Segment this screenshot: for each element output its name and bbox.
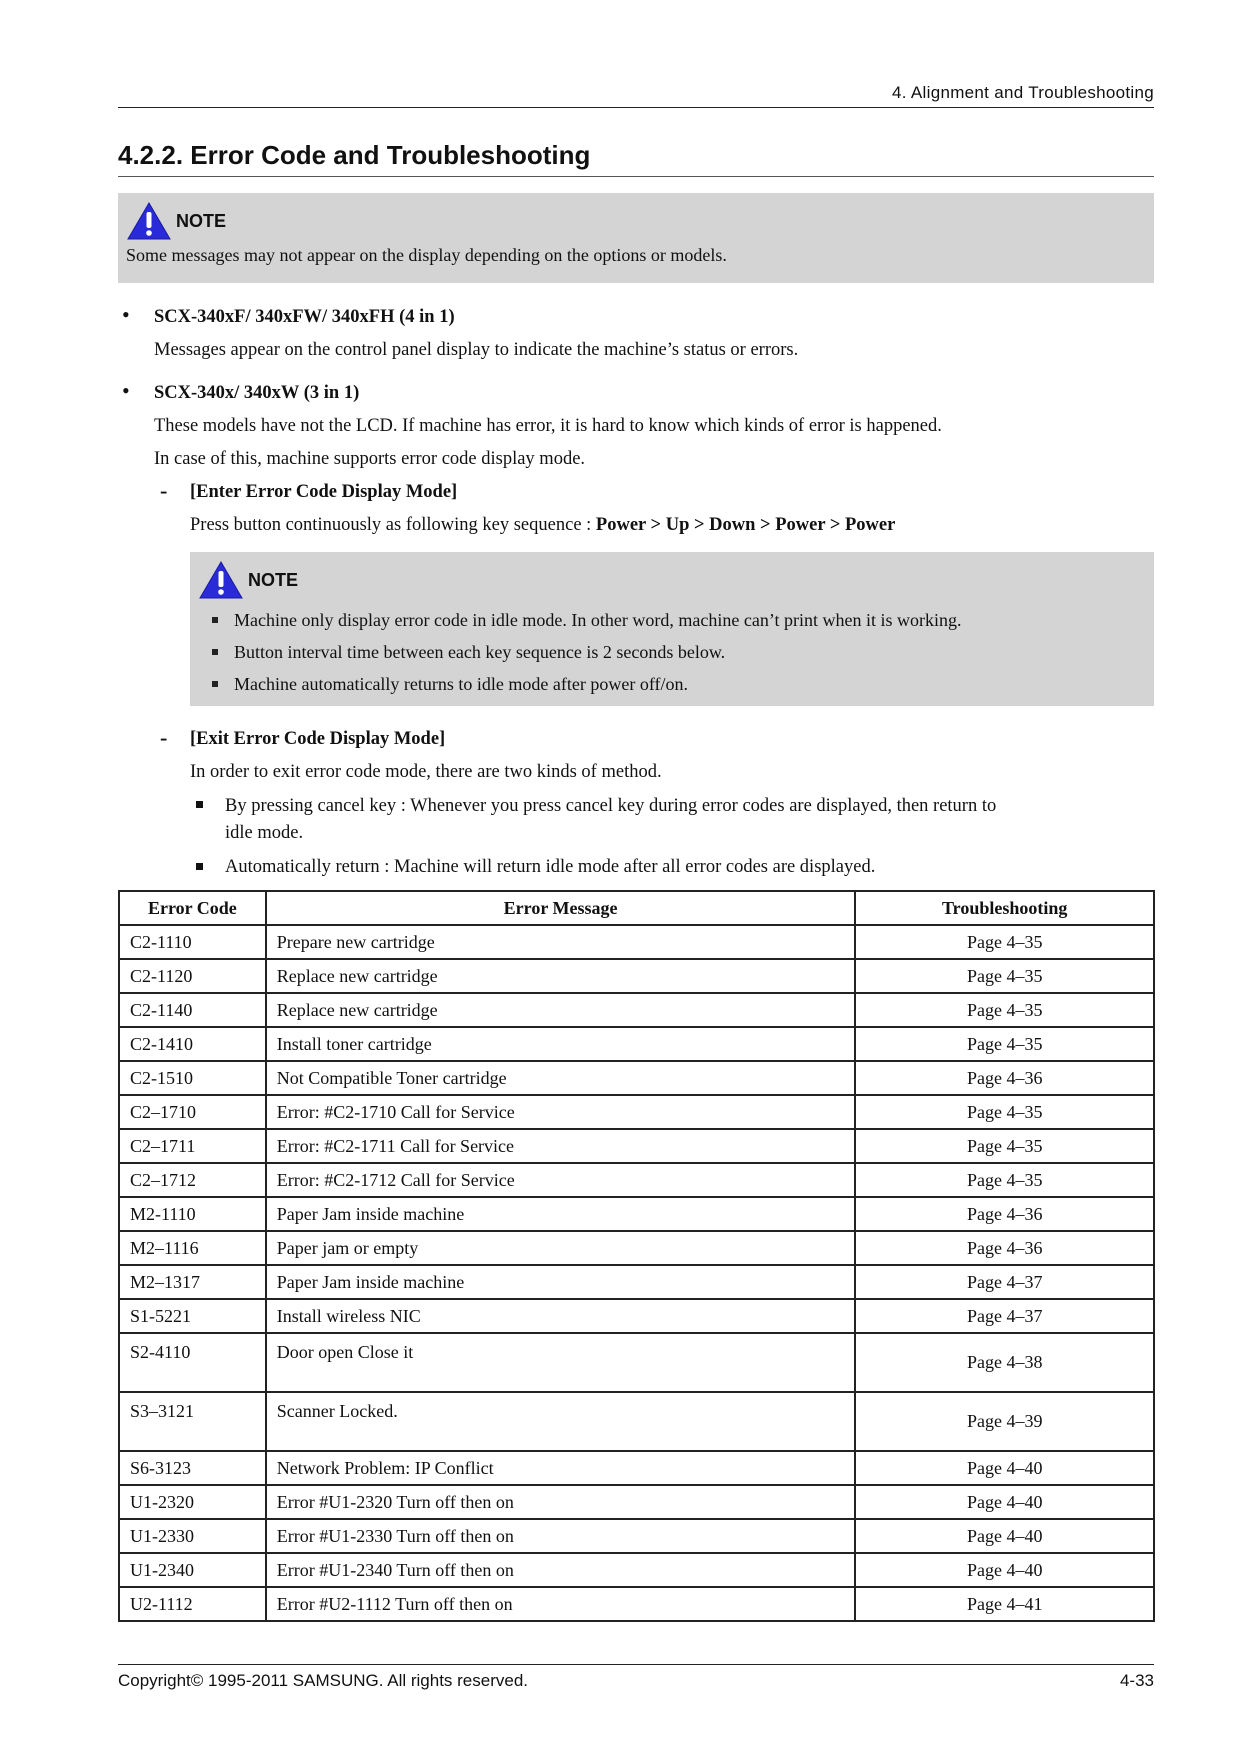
table-header-row: [119, 891, 1154, 925]
enter-mode-instruction: Press button continuously as following key sequence :: [190, 515, 592, 535]
troubleshooting-cell: Page 4–35: [855, 1163, 1154, 1197]
troubleshooting-cell: Page 4–35: [855, 1027, 1154, 1061]
error-code-cell: C2–1712: [119, 1163, 266, 1197]
exit-method-1-line2: idle mode.: [225, 823, 304, 843]
note-text: Some messages may not appear on the display depending on the options or models.: [126, 245, 727, 265]
table-row: [119, 1129, 1154, 1163]
error-code-cell: U2-1112: [119, 1587, 266, 1621]
chapter-title: 4. Alignment and Troubleshooting: [892, 83, 1154, 102]
section-title: 4.2.2. Error Code and Troubleshooting: [118, 140, 1154, 177]
model-3in1-line2: In case of this, machine supports error code display mode.: [154, 449, 586, 469]
error-code-cell: S6-3123: [119, 1451, 266, 1485]
table-row: [119, 925, 1154, 959]
table-row: [119, 1095, 1154, 1129]
table-row: [119, 1451, 1154, 1485]
troubleshooting-cell: Page 4–36: [855, 1197, 1154, 1231]
troubleshooting-cell: Page 4–37: [855, 1299, 1154, 1333]
troubleshooting-cell: Page 4–36: [855, 1061, 1154, 1095]
error-message-cell: Replace new cartridge: [266, 959, 856, 993]
error-code-cell: M2–1116: [119, 1231, 266, 1265]
error-message-cell: Error #U1-2330 Turn off then on: [266, 1519, 856, 1553]
error-message-cell: Paper Jam inside machine: [266, 1265, 856, 1299]
error-code-cell: M2-1110: [119, 1197, 266, 1231]
table-row: [119, 1061, 1154, 1095]
troubleshooting-cell: Page 4–40: [855, 1519, 1154, 1553]
troubleshooting-cell: Page 4–35: [855, 959, 1154, 993]
exit-method-2: Automatically return : Machine will return idle mode after all error codes are displayed.: [225, 857, 876, 877]
error-message-cell: Network Problem: IP Conflict: [266, 1451, 856, 1485]
square-bullet-icon: [212, 681, 218, 687]
error-message-cell: Install toner cartridge: [266, 1027, 856, 1061]
error-code-cell: U1-2320: [119, 1485, 266, 1519]
troubleshooting-cell: Page 4–40: [855, 1485, 1154, 1519]
error-message-cell: Error: #C2-1711 Call for Service: [266, 1129, 856, 1163]
exit-method-1-line1: By pressing cancel key : Whenever you press cancel key during error codes are displayed, then return to: [225, 796, 997, 816]
error-message-cell: Not Compatible Toner cartridge: [266, 1061, 856, 1095]
warning-icon: [198, 560, 244, 600]
copyright-text: Copyright© 1995-2011 SAMSUNG. All rights reserved.: [118, 1671, 529, 1690]
square-bullet-icon: [212, 617, 218, 623]
enter-mode-title: [Enter Error Code Display Mode]: [190, 482, 458, 502]
error-code-cell: C2-1110: [119, 925, 266, 959]
error-message-cell: Install wireless NIC: [266, 1299, 856, 1333]
error-message-cell: Error: #C2-1712 Call for Service: [266, 1163, 856, 1197]
troubleshooting-cell: Page 4–37: [855, 1265, 1154, 1299]
troubleshooting-cell: Page 4–35: [855, 993, 1154, 1027]
list-item: Button interval time between each key sequence is 2 seconds below.: [198, 636, 1146, 668]
error-code-cell: C2-1140: [119, 993, 266, 1027]
list-item: Machine only display error code in idle mode. In other word, machine can’t print when it is working.: [198, 604, 1146, 636]
table-row: [119, 1519, 1154, 1553]
error-code-cell: S3–3121: [119, 1392, 266, 1451]
error-code-cell: U1-2340: [119, 1553, 266, 1587]
error-code-cell: S2-4110: [119, 1333, 266, 1392]
troubleshooting-cell: Page 4–40: [855, 1553, 1154, 1587]
error-message-cell: Error #U2-1112 Turn off then on: [266, 1587, 856, 1621]
list-item: Machine automatically returns to idle mode after power off/on.: [198, 668, 1146, 700]
table-row: [119, 1333, 1154, 1392]
error-code-table: [118, 890, 1155, 1622]
error-message-cell: Door open Close it: [266, 1333, 856, 1392]
model-3in1-line1: These models have not the LCD. If machine has error, it is hard to know which kinds of error is happened.: [154, 416, 942, 436]
square-bullet-icon: [212, 649, 218, 655]
error-message-cell: Prepare new cartridge: [266, 925, 856, 959]
troubleshooting-cell: Page 4–35: [855, 1095, 1154, 1129]
note-header: [198, 560, 1146, 600]
key-sequence: Power > Up > Down > Power > Power: [595, 515, 896, 535]
square-bullet-icon: [196, 801, 203, 808]
troubleshooting-cell: Page 4–40: [855, 1451, 1154, 1485]
error-code-cell: C2–1711: [119, 1129, 266, 1163]
table-row: [119, 1197, 1154, 1231]
note-header: [126, 201, 1146, 241]
error-message-cell: Error #U1-2340 Turn off then on: [266, 1553, 856, 1587]
error-code-cell: C2-1510: [119, 1061, 266, 1095]
error-code-cell: U1-2330: [119, 1519, 266, 1553]
warning-icon: [126, 201, 172, 241]
table-row: [119, 1231, 1154, 1265]
column-header-troubleshooting: Troubleshooting: [855, 891, 1154, 925]
dash-icon: -: [160, 725, 168, 750]
error-message-cell: Scanner Locked.: [266, 1392, 856, 1451]
dash-icon: -: [160, 478, 168, 503]
exit-mode-title: [Exit Error Code Display Mode]: [190, 729, 446, 749]
error-message-cell: Error: #C2-1710 Call for Service: [266, 1095, 856, 1129]
bullet-icon: •: [122, 378, 130, 403]
error-message-cell: Error #U1-2320 Turn off then on: [266, 1485, 856, 1519]
table-row: [119, 1485, 1154, 1519]
error-message-cell: Replace new cartridge: [266, 993, 856, 1027]
error-code-cell: C2-1120: [119, 959, 266, 993]
page-header: [118, 83, 1154, 108]
column-header-error-code: Error Code: [119, 891, 266, 925]
enter-mode-text: [190, 515, 895, 536]
note-box: [118, 193, 1154, 283]
model-4in1-text: Messages appear on the control panel display to indicate the machine’s status or errors.: [154, 340, 799, 360]
page-footer: [118, 1664, 1154, 1691]
troubleshooting-cell: Page 4–36: [855, 1231, 1154, 1265]
error-code-cell: C2–1710: [119, 1095, 266, 1129]
table-row: [119, 993, 1154, 1027]
model-3in1-title: SCX-340x/ 340xW (3 in 1): [154, 383, 360, 403]
table-row: [119, 1392, 1154, 1451]
table-row: [119, 1587, 1154, 1621]
note-title: NOTE: [176, 210, 227, 231]
error-code-cell: M2–1317: [119, 1265, 266, 1299]
error-message-cell: Paper jam or empty: [266, 1231, 856, 1265]
bullet-icon: •: [122, 302, 130, 327]
column-header-error-message: Error Message: [266, 891, 856, 925]
page-number: 4-33: [1119, 1671, 1154, 1690]
error-code-cell: S1-5221: [119, 1299, 266, 1333]
table-row: [119, 1299, 1154, 1333]
troubleshooting-cell: Page 4–38: [855, 1333, 1154, 1392]
troubleshooting-cell: Page 4–35: [855, 1129, 1154, 1163]
troubleshooting-cell: Page 4–41: [855, 1587, 1154, 1621]
exit-mode-text: In order to exit error code mode, there are two kinds of method.: [190, 762, 662, 782]
table-row: [119, 1553, 1154, 1587]
square-bullet-icon: [196, 863, 203, 870]
table-row: [119, 1027, 1154, 1061]
model-4in1-title: SCX-340xF/ 340xFW/ 340xFH (4 in 1): [154, 307, 455, 327]
troubleshooting-cell: Page 4–35: [855, 925, 1154, 959]
error-code-cell: C2-1410: [119, 1027, 266, 1061]
table-row: [119, 1163, 1154, 1197]
table-row: [119, 959, 1154, 993]
error-message-cell: Paper Jam inside machine: [266, 1197, 856, 1231]
note-list: [198, 604, 1146, 700]
troubleshooting-cell: Page 4–39: [855, 1392, 1154, 1451]
table-row: [119, 1265, 1154, 1299]
note-box-2: [190, 552, 1154, 706]
note-title: NOTE: [248, 569, 299, 590]
